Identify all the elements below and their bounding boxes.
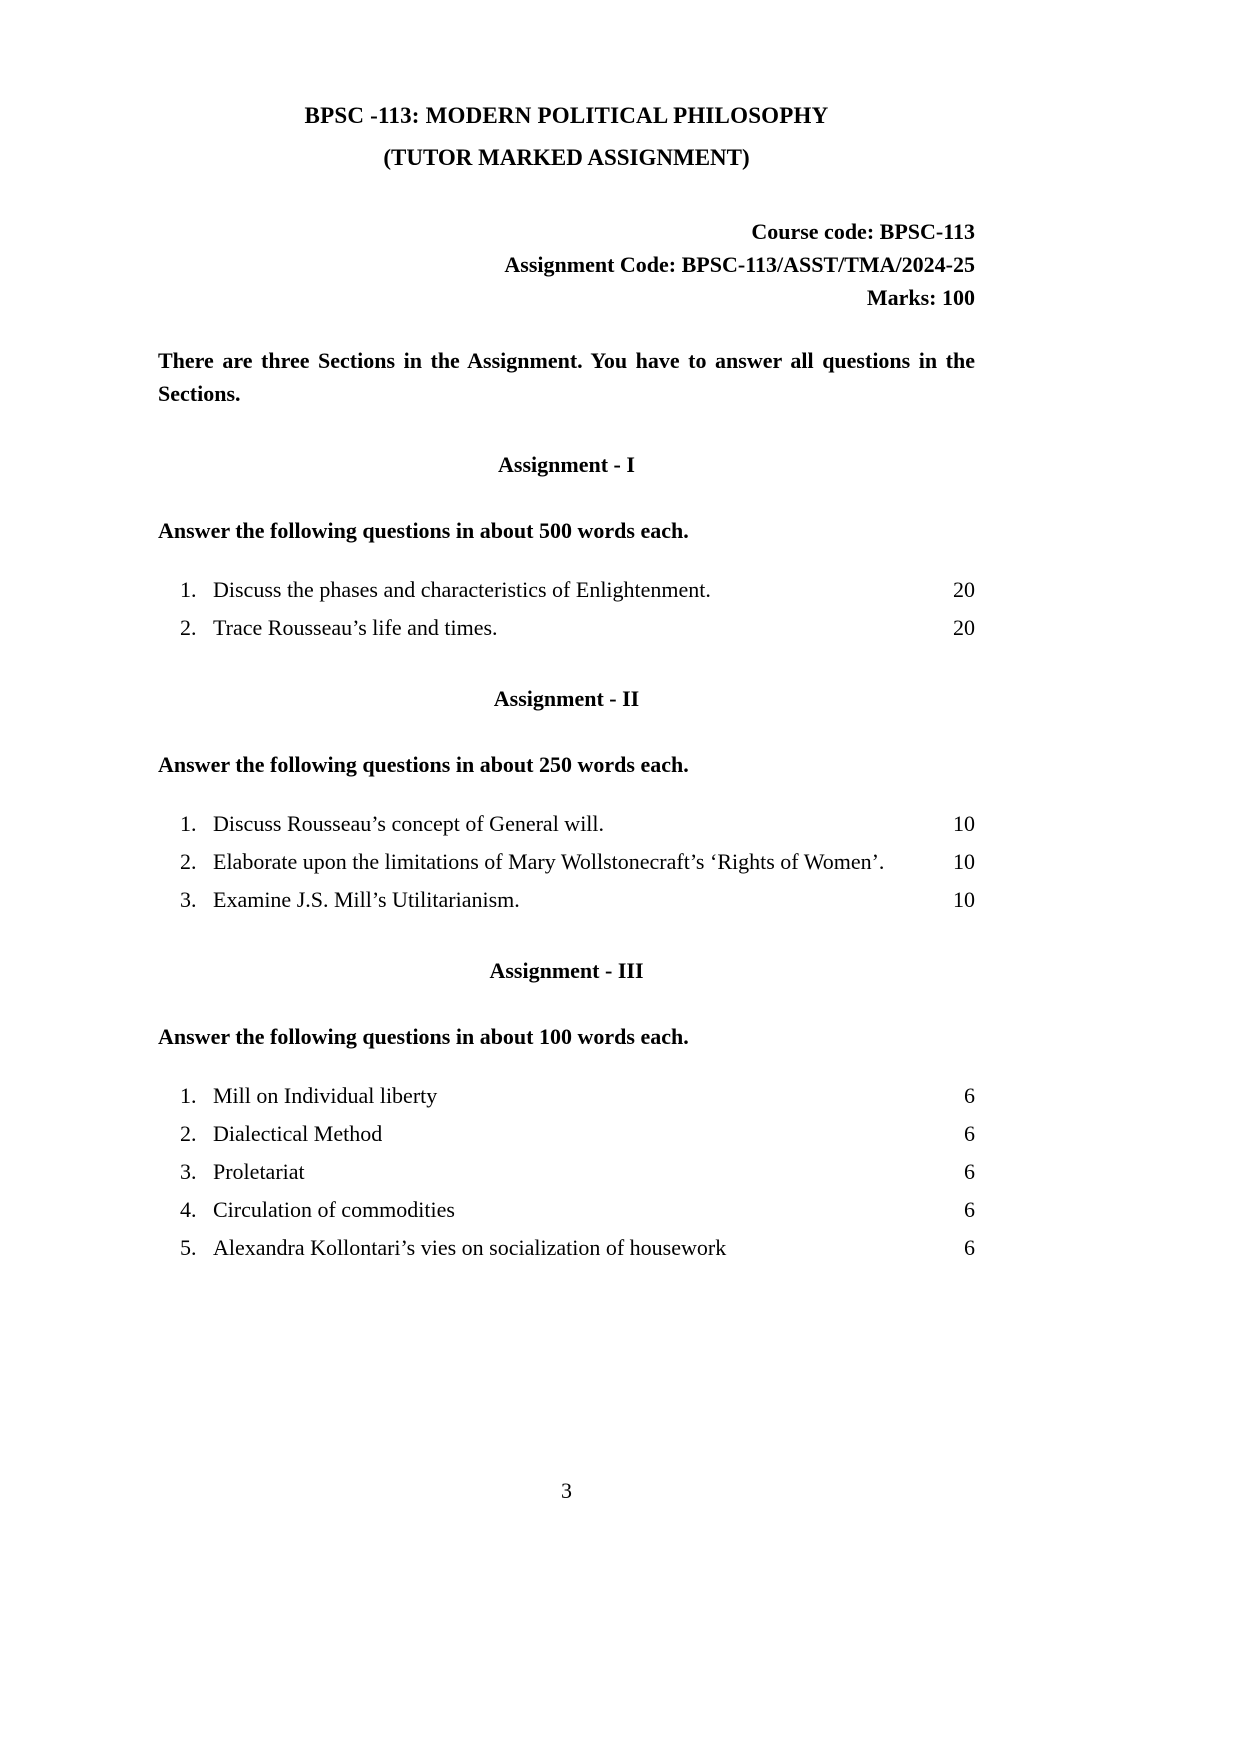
section-heading: Assignment - III	[489, 958, 644, 983]
question-item	[158, 1117, 975, 1150]
question-number: 5.	[180, 1235, 197, 1260]
question-text: Circulation of commodities	[213, 1197, 455, 1222]
question-marks: 10	[953, 849, 975, 874]
general-instructions: There are three Sections in the Assignment. You have to answer all questions in the Sections.	[158, 348, 975, 406]
question-item	[158, 845, 975, 878]
section-heading: Assignment - II	[493, 686, 640, 711]
question-text: Discuss the phases and characteristics of Enlightenment.	[213, 577, 711, 602]
question-item	[158, 1079, 975, 1112]
question-number: 3.	[180, 887, 197, 912]
section-heading: Assignment - I	[498, 452, 635, 477]
question-number: 1.	[180, 811, 197, 836]
document-title: BPSC -113: MODERN POLITICAL PHILOSOPHY	[304, 103, 829, 128]
question-marks: 20	[953, 615, 975, 640]
question-text: Mill on Individual liberty	[213, 1083, 438, 1108]
section-assignment-2	[158, 686, 975, 916]
question-number: 2.	[180, 849, 197, 874]
question-item	[158, 1155, 975, 1188]
question-item	[158, 611, 975, 644]
question-number: 2.	[180, 615, 197, 640]
question-number: 2.	[180, 1121, 197, 1146]
section-instruction: Answer the following questions in about 250 words each.	[158, 752, 689, 777]
question-number: 4.	[180, 1197, 197, 1222]
question-marks: 10	[953, 887, 975, 912]
section-assignment-1	[158, 452, 975, 644]
question-text: Proletariat	[213, 1159, 305, 1184]
section-instruction: Answer the following questions in about 500 words each.	[158, 518, 689, 543]
question-marks: 6	[964, 1083, 975, 1108]
question-list	[158, 1079, 975, 1264]
question-item	[158, 1193, 975, 1226]
total-marks: Marks: 100	[866, 285, 975, 310]
question-marks: 6	[964, 1235, 975, 1260]
question-number: 3.	[180, 1159, 197, 1184]
assignment-code: Assignment Code: BPSC-113/ASST/TMA/2024-25	[504, 252, 975, 277]
question-item	[158, 883, 975, 916]
question-text: Trace Rousseau’s life and times.	[213, 615, 498, 640]
document-subtitle: (TUTOR MARKED ASSIGNMENT)	[383, 145, 750, 170]
question-list	[158, 573, 975, 644]
question-text: Elaborate upon the limitations of Mary Wollstonecraft’s ‘Rights of Women’.	[213, 849, 885, 874]
course-code: Course code: BPSC-113	[751, 219, 975, 244]
question-list	[158, 807, 975, 916]
question-item	[158, 807, 975, 840]
section-instruction: Answer the following questions in about 100 words each.	[158, 1024, 689, 1049]
question-text: Examine J.S. Mill’s Utilitarianism.	[213, 887, 520, 912]
question-marks: 6	[964, 1121, 975, 1146]
question-number: 1.	[180, 577, 197, 602]
question-number: 1.	[180, 1083, 197, 1108]
question-text: Discuss Rousseau’s concept of General will.	[213, 811, 605, 836]
assignment-meta	[158, 215, 975, 314]
question-text: Dialectical Method	[213, 1121, 383, 1146]
question-marks: 6	[964, 1159, 975, 1184]
question-marks: 10	[953, 811, 975, 836]
question-text: Alexandra Kollontari’s vies on socialization of housework	[213, 1235, 727, 1260]
page-number: 3	[561, 1478, 572, 1503]
section-assignment-3	[158, 958, 975, 1264]
question-item	[158, 1231, 975, 1264]
question-item	[158, 573, 975, 606]
question-marks: 20	[953, 577, 975, 602]
question-marks: 6	[964, 1197, 975, 1222]
